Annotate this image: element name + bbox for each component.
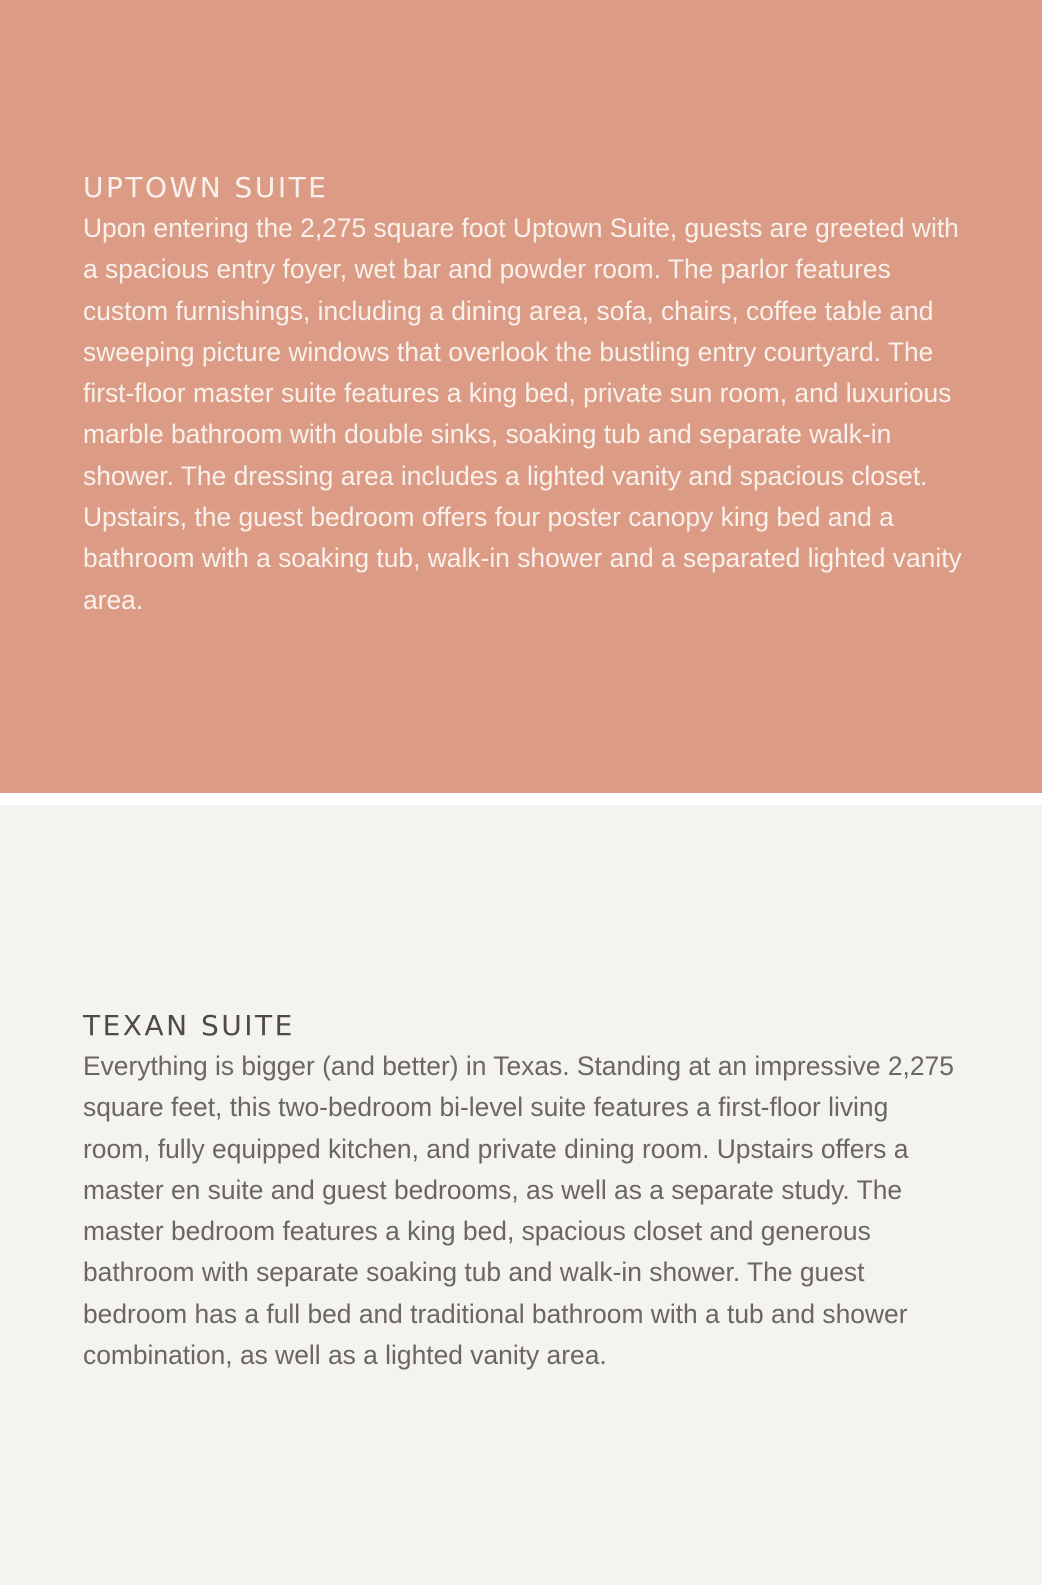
texan-suite-description: Everything is bigger (and better) in Texas. Standing at an impressive 2,275 square feet, this two-bedroom bi-level suite features a first-floor living room, fully equipped kitchen, and private dining room. Upstairs offers a master en suite and guest bedrooms, as well as a separate study. The master bedroom features a king bed, spacious closet and generous bathroom with separate soaking tub and walk-in shower. The guest bedroom has a full bed and traditional bathroom with a tub and shower combination, as well as a lighted vanity area. (83, 1051, 954, 1371)
texan-suite-section (0, 805, 1042, 1585)
texan-suite-title: TEXAN SUITE (83, 1009, 295, 1042)
texan-suite-content (83, 1008, 963, 1376)
uptown-suite-description: Upon entering the 2,275 square foot Uptown Suite, guests are greeted with a spacious entry foyer, wet bar and powder room. The parlor features custom furnishings, including a dining area, sofa, chairs, coffee table and sweeping picture windows that overlook the bustling entry courtyard. The first-floor master suite features a king bed, private sun room, and luxurious marble bathroom with double sinks, soaking tub and separate walk-in shower. The dressing area includes a lighted vanity and spacious closet. Upstairs, the guest bedroom offers four poster canopy king bed and a bathroom with a soaking tub, walk-in shower and a separated lighted vanity area. (83, 213, 962, 615)
uptown-suite-title: UPTOWN SUITE (83, 171, 329, 204)
uptown-suite-content (83, 170, 963, 621)
